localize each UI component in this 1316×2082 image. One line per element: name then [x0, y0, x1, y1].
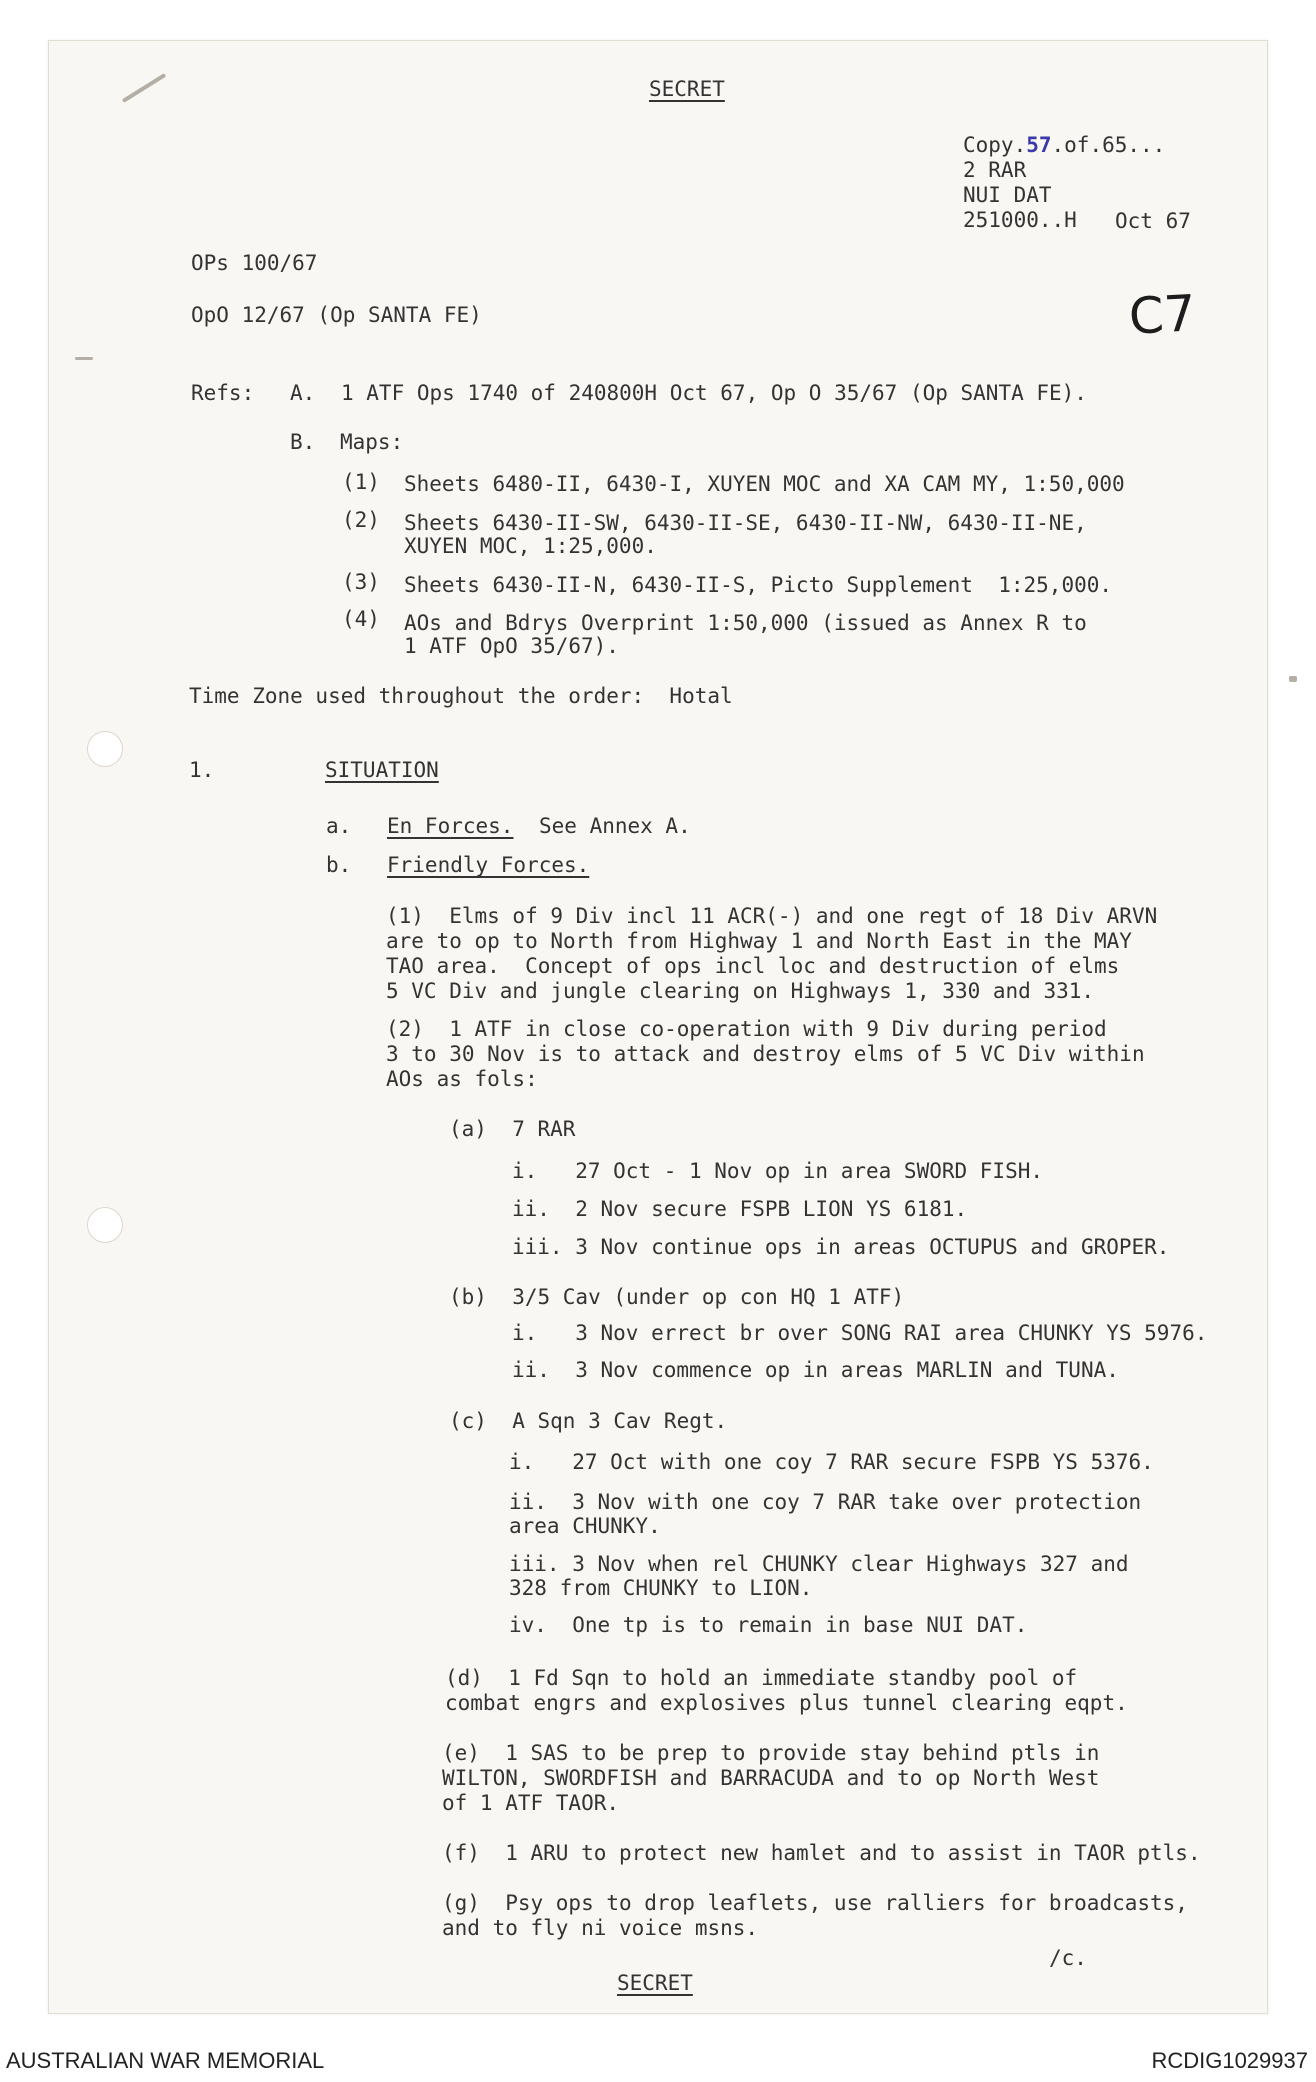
copy-number-line: [963, 133, 1165, 158]
sub-c-item-3-line-1: iii. 3 Nov when rel CHUNKY clear Highways 327 and: [509, 1552, 1129, 1576]
sub-e-line-2: WILTON, SWORDFISH and BARRACUDA and to op North West: [442, 1766, 1100, 1790]
ref-a-text: 1 ATF Ops 1740 of 240800H Oct 67, Op O 35/67 (Op SANTA FE).: [341, 381, 1087, 405]
classification-bottom: SECRET: [617, 1971, 693, 1995]
punch-hole-top: [87, 731, 123, 767]
classification-top: SECRET: [649, 77, 725, 101]
ref-a-letter: A.: [290, 381, 316, 405]
footer-left: AUSTRALIAN WAR MEMORIAL: [6, 2048, 325, 2073]
sub-d-line-2: combat engrs and explosives plus tunnel clearing eqpt.: [445, 1691, 1128, 1715]
sub-a-item-3: iii. 3 Nov continue ops in areas OCTUPUS and GROPER.: [512, 1235, 1170, 1259]
section-heading: SITUATION: [325, 758, 439, 782]
map-4-line-2: 1 ATF OpO 35/67).: [404, 634, 619, 658]
sub-c-item-2-line-1: ii. 3 Nov with one coy 7 RAR take over protection: [509, 1490, 1142, 1514]
friendly-2-line-1: (2) 1 ATF in close co-operation with 9 Div during period: [386, 1017, 1107, 1041]
footer-right: RCDIG1029937: [1151, 2048, 1308, 2073]
friendly-2-line-3: AOs as fols:: [386, 1067, 538, 1091]
friendly-1-line-3: TAO area. Concept of ops incl loc and destruction of elms: [386, 954, 1120, 978]
para-b-letter: b.: [326, 853, 352, 877]
sub-b-heading: (b) 3/5 Cav (under op con HQ 1 ATF): [449, 1285, 905, 1309]
time-zone: Time Zone used throughout the order: Hotal: [189, 684, 733, 708]
sub-b-item-1: i. 3 Nov errect br over SONG RAI area CHUNKY YS 5976.: [512, 1321, 1208, 1345]
staple-mark: [122, 73, 167, 103]
para-b-title: Friendly Forces.: [387, 853, 590, 877]
location: NUI DAT: [963, 183, 1052, 207]
sub-c-item-1: i. 27 Oct with one coy 7 RAR secure FSPB YS 5376.: [509, 1450, 1154, 1474]
sub-a-item-2: ii. 2 Nov secure FSPB LION YS 6181.: [512, 1197, 968, 1221]
handwritten-tag: C7: [1127, 284, 1198, 346]
order-title: OpO 12/67 (Op SANTA FE): [191, 303, 482, 327]
friendly-1-line-2: are to op to North from Highway 1 and North East in the MAY: [386, 929, 1132, 953]
ref-b-letter: B.: [290, 430, 316, 454]
unit: 2 RAR: [963, 158, 1027, 182]
sub-g-line-2: and to fly ni voice msns.: [442, 1916, 759, 1940]
date-time-group: 251000..H: [963, 208, 1077, 232]
paper-mark: [75, 357, 93, 360]
map-2-line-1: Sheets 6430-II-SW, 6430-II-SE, 6430-II-NW, 6430-II-NE,: [404, 511, 1087, 535]
map-1-line-1: Sheets 6480-II, 6430-I, XUYEN MOC and XA CAM MY, 1:50,000: [404, 472, 1125, 496]
sub-g-line-1: (g) Psy ops to drop leaflets, use ralliers for broadcasts,: [442, 1891, 1188, 1915]
document-page: [48, 40, 1268, 2014]
copy-prefix: Copy.: [963, 133, 1027, 157]
sub-a-heading: (a) 7 RAR: [449, 1117, 576, 1141]
sub-c-item-3-line-2: 328 from CHUNKY to LION.: [509, 1576, 813, 1600]
paper-mark: [1289, 676, 1297, 682]
refs-label: Refs:: [191, 381, 255, 405]
friendly-2-line-2: 3 to 30 Nov is to attack and destroy elms of 5 VC Div within: [386, 1042, 1145, 1066]
map-4-num: (4): [342, 607, 380, 631]
map-4-line-1: AOs and Bdrys Overprint 1:50,000 (issued as Annex R to: [404, 611, 1087, 635]
sub-a-item-1: i. 27 Oct - 1 Nov op in area SWORD FISH.: [512, 1159, 1044, 1183]
copy-suffix: .of.65...: [1051, 133, 1166, 157]
sub-d-line-1: (d) 1 Fd Sqn to hold an immediate standby pool of: [445, 1666, 1078, 1690]
punch-hole-bottom: [87, 1207, 123, 1243]
month-year: Oct 67: [1115, 209, 1191, 233]
map-2-num: (2): [342, 508, 380, 532]
sub-c-item-4: iv. One tp is to remain in base NUI DAT.: [509, 1613, 1028, 1637]
map-1-num: (1): [342, 470, 380, 494]
friendly-1-line-1: (1) Elms of 9 Div incl 11 ACR(-) and one regt of 18 Div ARVN: [386, 904, 1158, 928]
ref-b-label: Maps:: [340, 430, 404, 454]
ops-reference: OPs 100/67: [191, 251, 318, 275]
para-a-text: See Annex A.: [539, 814, 691, 838]
section-number: 1.: [189, 758, 215, 782]
sub-c-heading: (c) A Sqn 3 Cav Regt.: [449, 1409, 728, 1433]
copy-number-handwritten: 57: [1026, 133, 1052, 157]
map-3-num: (3): [342, 570, 380, 594]
sub-f-line-1: (f) 1 ARU to protect new hamlet and to assist in TAOR ptls.: [442, 1841, 1201, 1865]
friendly-1-line-4: 5 VC Div and jungle clearing on Highways 1, 330 and 331.: [386, 979, 1095, 1003]
sub-b-item-2: ii. 3 Nov commence op in areas MARLIN and TUNA.: [512, 1358, 1119, 1382]
sub-e-line-3: of 1 ATF TAOR.: [442, 1791, 620, 1815]
para-a-title: En Forces.: [387, 814, 514, 838]
map-3-line-1: Sheets 6430-II-N, 6430-II-S, Picto Supplement 1:25,000.: [404, 573, 1113, 597]
continuation-mark: /c.: [1049, 1946, 1087, 1970]
para-a-letter: a.: [326, 814, 352, 838]
map-2-line-2: XUYEN MOC, 1:25,000.: [404, 534, 657, 558]
sub-e-line-1: (e) 1 SAS to be prep to provide stay behind ptls in: [442, 1741, 1100, 1765]
sub-c-item-2-line-2: area CHUNKY.: [509, 1514, 661, 1538]
